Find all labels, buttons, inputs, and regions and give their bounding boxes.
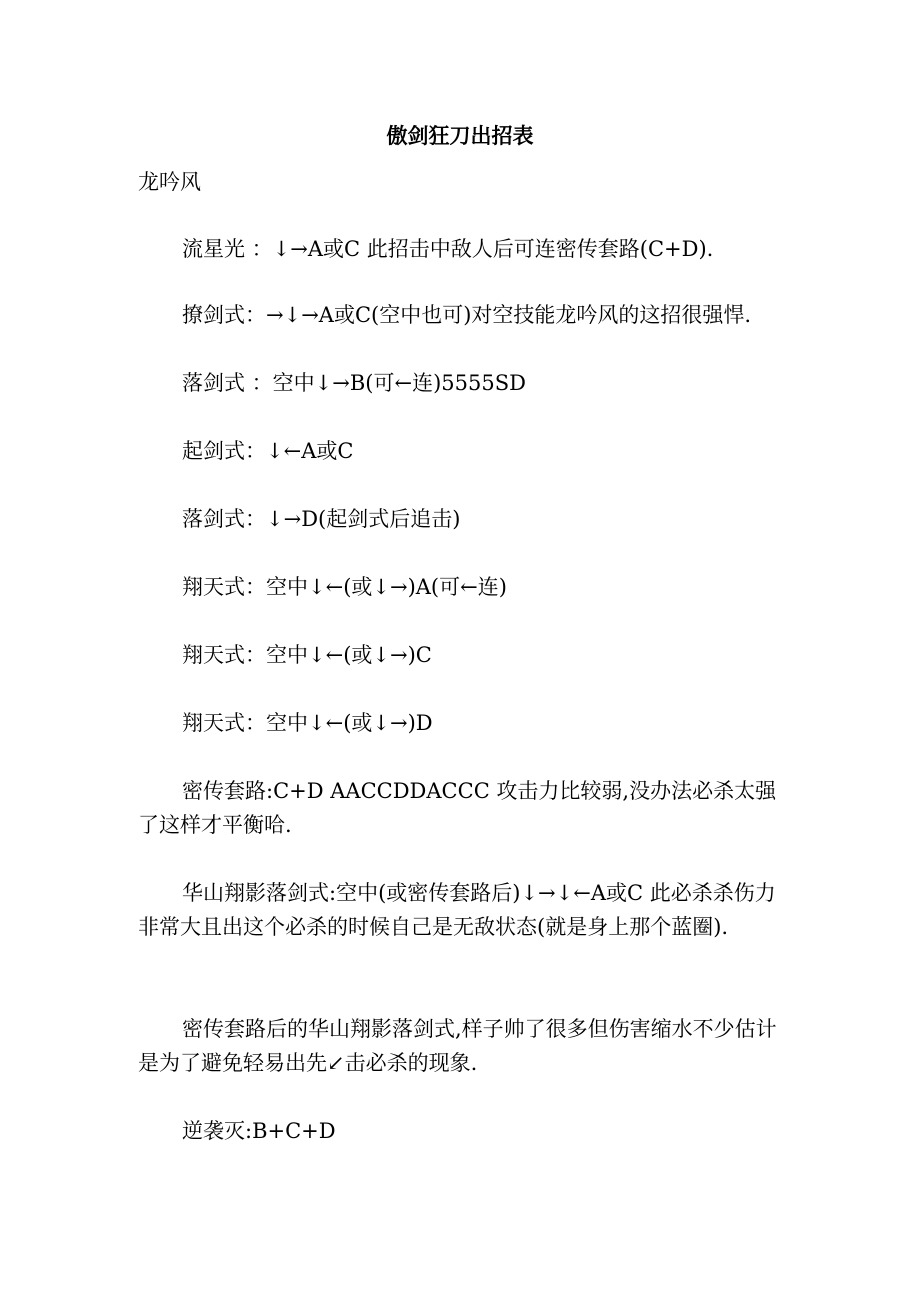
move-entry: 翔天式：空中↓←(或↓→)D: [182, 711, 433, 735]
move-entry: 落剑式：↓→D(起剑式后追击): [182, 507, 461, 531]
move-entry: 密传套路:C+D AACCDDACCC 攻击力比较弱,没办法必杀太强了这样才平衡哈.: [138, 779, 777, 837]
move-entry: 翔天式：空中↓←(或↓→)C: [182, 643, 432, 667]
move-entry: 华山翔影落剑式:空中(或密传套路后)↓→↓←A或C 此必杀杀伤力非常大且出这个必杀的时候自己是无敌状态(就是身上那个蓝圈).: [138, 881, 776, 939]
section-heading: 龙吟风: [138, 170, 201, 194]
move-entry: 撩剑式：→↓→A或C(空中也可)对空技能龙吟风的这招很强悍.: [182, 303, 752, 327]
move-entry: 密传套路后的华山翔影落剑式,样子帅了很多但伤害缩水不少估计是为了避免轻易出先↙击必杀的现象.: [138, 1017, 777, 1075]
document-title: 傲剑狂刀出招表: [386, 123, 534, 148]
move-entry: 逆袭灭:B+C+D: [182, 1119, 336, 1143]
move-entry: 落剑式 ：空中↓→B(可←连)5555SD: [182, 371, 526, 395]
move-entry: 起剑式：↓←A或C: [182, 439, 354, 463]
move-entry: 流星光 ：↓→A或C 此招击中敌人后可连密传套路(C+D).: [182, 237, 714, 261]
move-entry: 翔天式：空中↓←(或↓→)A(可←连): [182, 575, 507, 599]
